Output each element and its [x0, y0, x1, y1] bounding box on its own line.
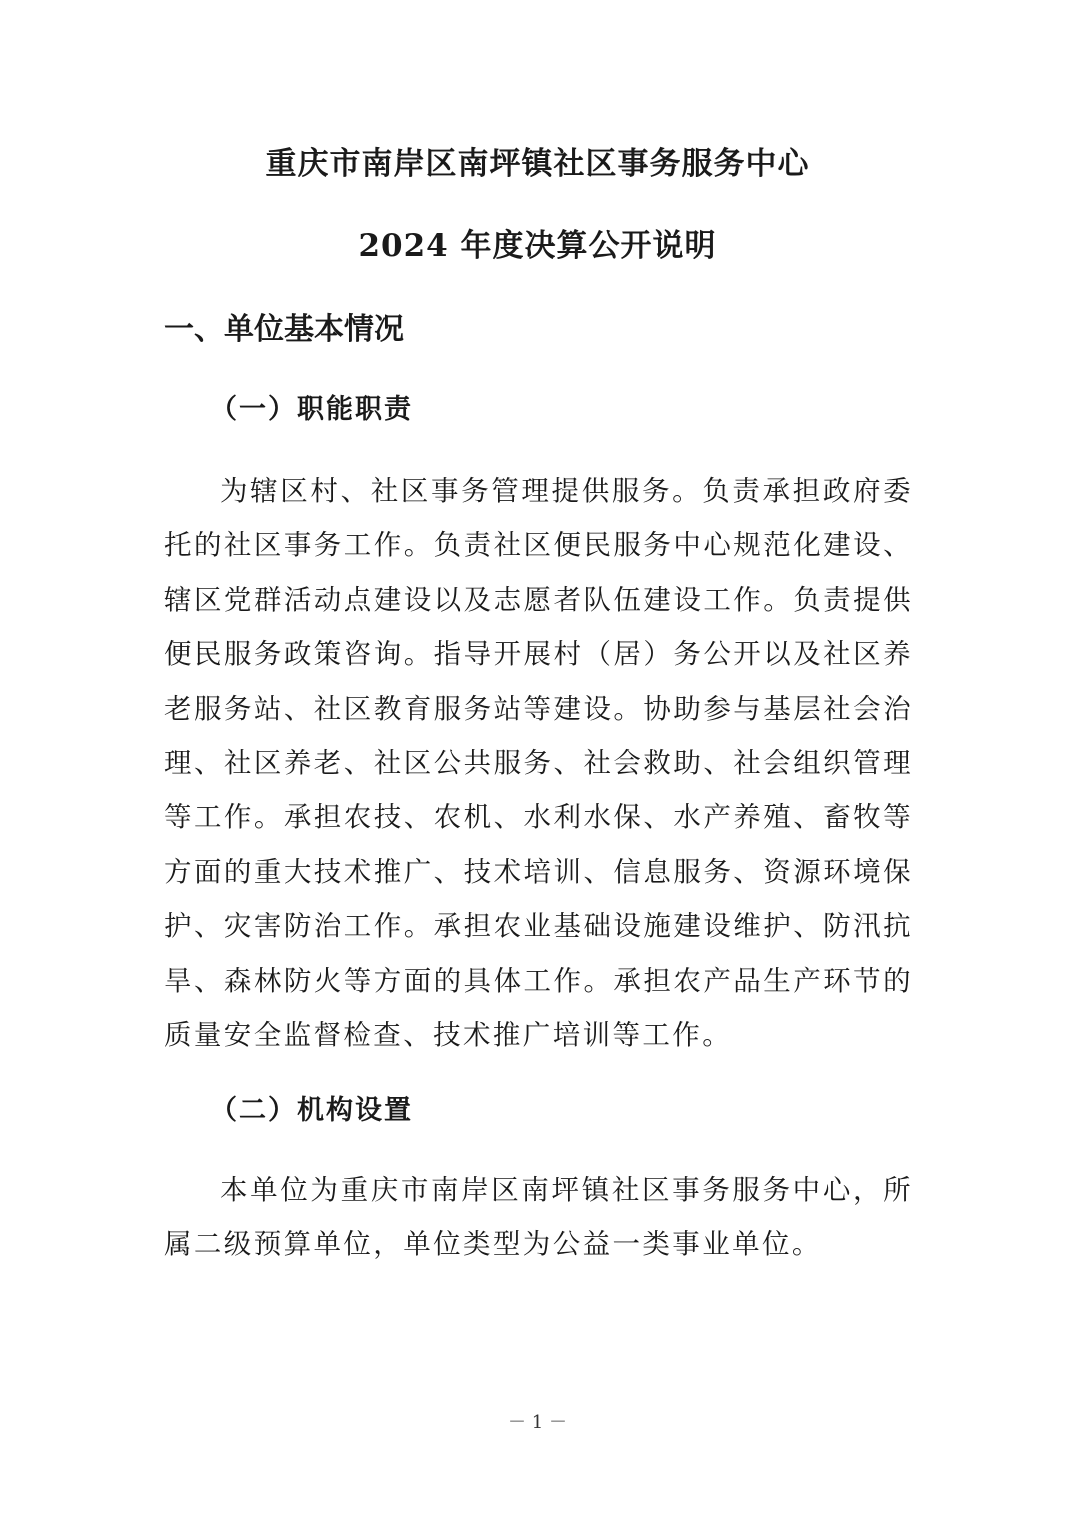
section-heading-basic-info: 一、单位基本情况 — [164, 312, 404, 347]
document-title-line1: 重庆市南岸区南坪镇社区事务服务中心 — [265, 146, 810, 182]
organization-paragraph: 本单位为重庆市南岸区南坪镇社区事务服务中心，所属二级预算单位，单位类型为公益一类事业单位。 — [164, 1174, 913, 1261]
subsection-heading-functions: （一）职能职责 — [210, 394, 413, 425]
functions-paragraph: 为辖区村、社区事务管理提供服务。负责承担政府委托的社区事务工作。负责社区便民服务中心规范化建设、辖区党群活动点建设以及志愿者队伍建设工作。负责提供便民服务政策咨询。指导开展村（居）务公开以及社区养老服务站、社区教育服务站等建设。协助参与基层社会治理、社区养老、社区公共服务、社会救助、社会组织管理等工作。承担农技、农机、水利水保、水产养殖、畜牧等方面的重大技术推广、技术培训、信息服务、资源环境保护、灾害防治工作。承担农业基础设施建设维护、防汛抗旱、森林防火等方面的具体工作。承担农产品生产环节的质量安全监督检查、技术推广培训等工作。 — [164, 475, 913, 1052]
subsection-heading-organization: （二）机构设置 — [210, 1095, 413, 1126]
document-title-line2: 2024 年度决算公开说明 — [358, 228, 717, 264]
page-number: － 1 － — [508, 1412, 567, 1433]
